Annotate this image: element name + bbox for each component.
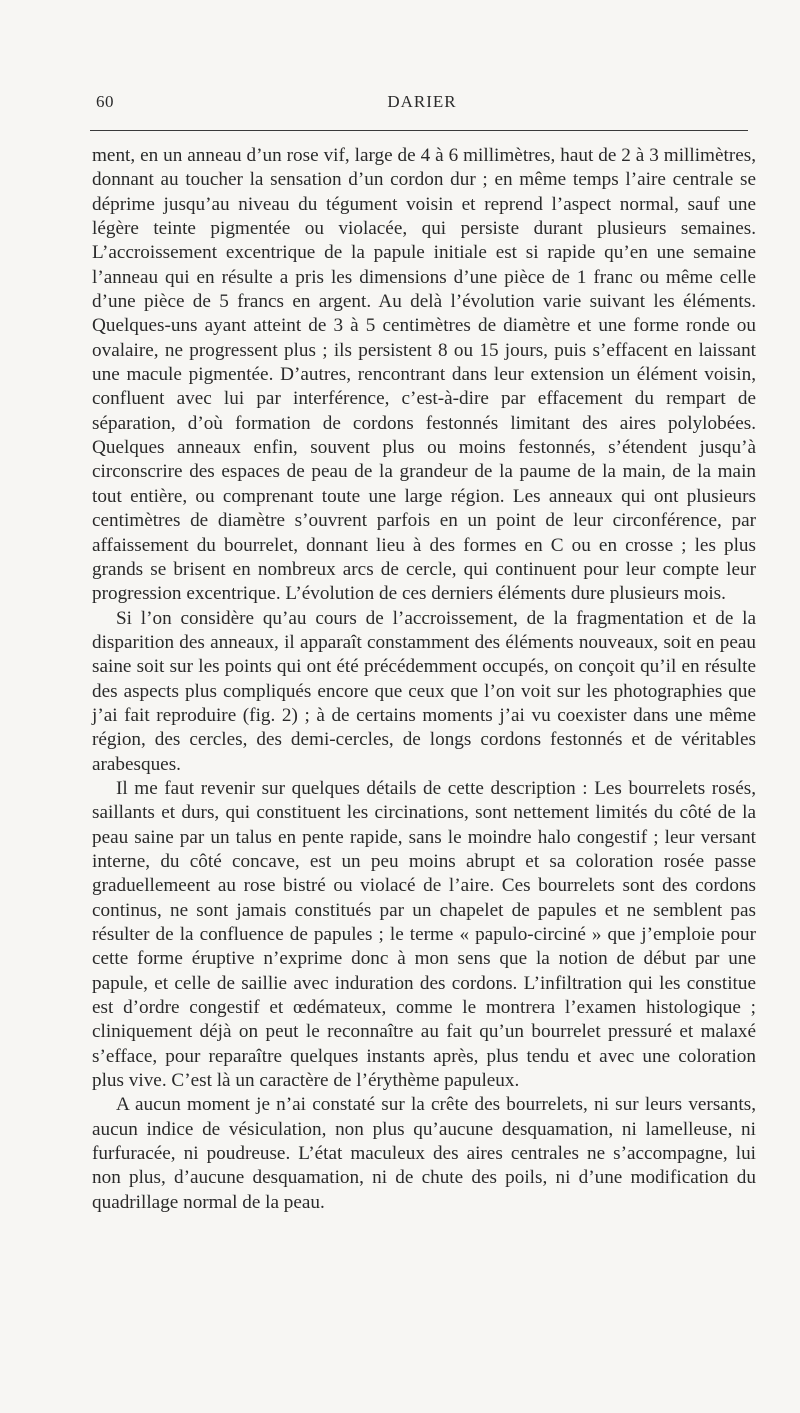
paragraph-4: A aucun moment je n’ai constaté sur la crête des bourrelets, ni sur leurs versants, aucun indice de vésiculation, non plus qu’aucune desquamation, ni lamelleuse, ni furfuracée, ni poudreuse. L’état maculeux des aires centrales ne s’accompagne, lui non plus, d’aucune desquamation, ni de chute des poils, ni d’une modification du quadrillage normal de la peau. xyxy=(92,1094,756,1213)
running-head: DARIER xyxy=(387,92,457,111)
body-text xyxy=(92,144,756,1215)
paragraph-3: Il me faut revenir sur quelques détails de cette description : Les bourrelets rosés, saillants et durs, qui constituent les circinations, sont nettement limités du côté de la peau saine par un talus en pente rapide, sans le moindre halo congestif ; leur versant interne, du côté concave, est un peu moins abrupt et sa coloration rosée passe graduellemeent au rose bistré ou violacé de l’aire. Ces bourrelets sont des cordons continus, ne sont jamais constitués par un chapelet de papules et ne semblent pas résulter de la confluence de papules ; le terme « papulo-circiné » que j’emploie pour cette forme éruptive n’exprime donc à mon sens que la notion de début par une papule, et celle de saillie avec induration des cordons. L’infiltration qui les constitue est d’ordre congestif et œdémateux, comme le montrera l’examen histologique ; cliniquement déjà on peut le reconnaître au fait qu’un bourrelet pressuré et malaxé s’efface, pour reparaître quelques instants après, plus tendu et avec une coloration plus vive. C’est là un caractère de l’érythème papuleux. xyxy=(92,777,756,1092)
header-rule xyxy=(90,130,748,131)
paragraph-2: Si l’on considère qu’au cours de l’accroissement, de la fragmentation et de la disparition des anneaux, il apparaît constamment des éléments nouveaux, soit en peau saine soit sur les points qui ont été précédemment occupés, on conçoit qu’il en résulte des aspects plus compliqués encore que ceux que l’on voit sur les photographies que j’ai fait reproduire (fig. 2) ; à de certains moments j’ai vu coexister dans une même région, des cercles, des demi-cercles, de longs cordons festonnés et de véritables arabesques. xyxy=(92,607,756,775)
page-header xyxy=(96,92,748,118)
paragraph-1: ment, en un anneau d’un rose vif, large de 4 à 6 millimètres, haut de 2 à 3 millimètres, donnant au toucher la sensation d’un cordon dur ; en même temps l’aire centrale se déprime jusqu’au niveau du tégument voisin et reprend l’aspect normal, sauf une légère teinte pigmentée ou violacée, qui persiste durant plusieurs semaines. L’accroissement excentrique de la papule initiale est si rapide qu’en une semaine l’anneau qui en résulte a pris les dimensions d’une pièce de 1 franc ou même celle d’une pièce de 5 francs en argent. Au delà l’évolution varie suivant les éléments. Quelques-uns ayant atteint de 3 à 5 centimètres de diamètre et une forme ronde ou ovalaire, ne progressent plus ; ils persistent 8 ou 15 jours, puis s’effacent en laissant une macule pigmentée. D’autres, rencontrant dans leur extension un élément voisin, confluent avec lui par interférence, c’est-à-dire par effacement du rempart de séparation, d’où formation de cordons festonnés limitant des aires polylobées. Quelques anneaux enfin, souvent plus ou moins festonnés, s’étendent jusqu’à circonscrire des espaces de peau de la grandeur de la paume de la main, de la main tout entière, ou comprenant toute une large région. Les anneaux qui ont plusieurs centimètres de diamètre s’ouvrent parfois en un point de leur circonférence, par affaissement du bourrelet, donnant lieu à des formes en C ou en crosse ; les plus grands se brisent en nombreux arcs de cercle, qui continuent pour leur compte leur progression excentrique. L’évolution de ces derniers éléments dure plusieurs mois. xyxy=(92,145,756,605)
page-number: 60 xyxy=(96,92,114,111)
